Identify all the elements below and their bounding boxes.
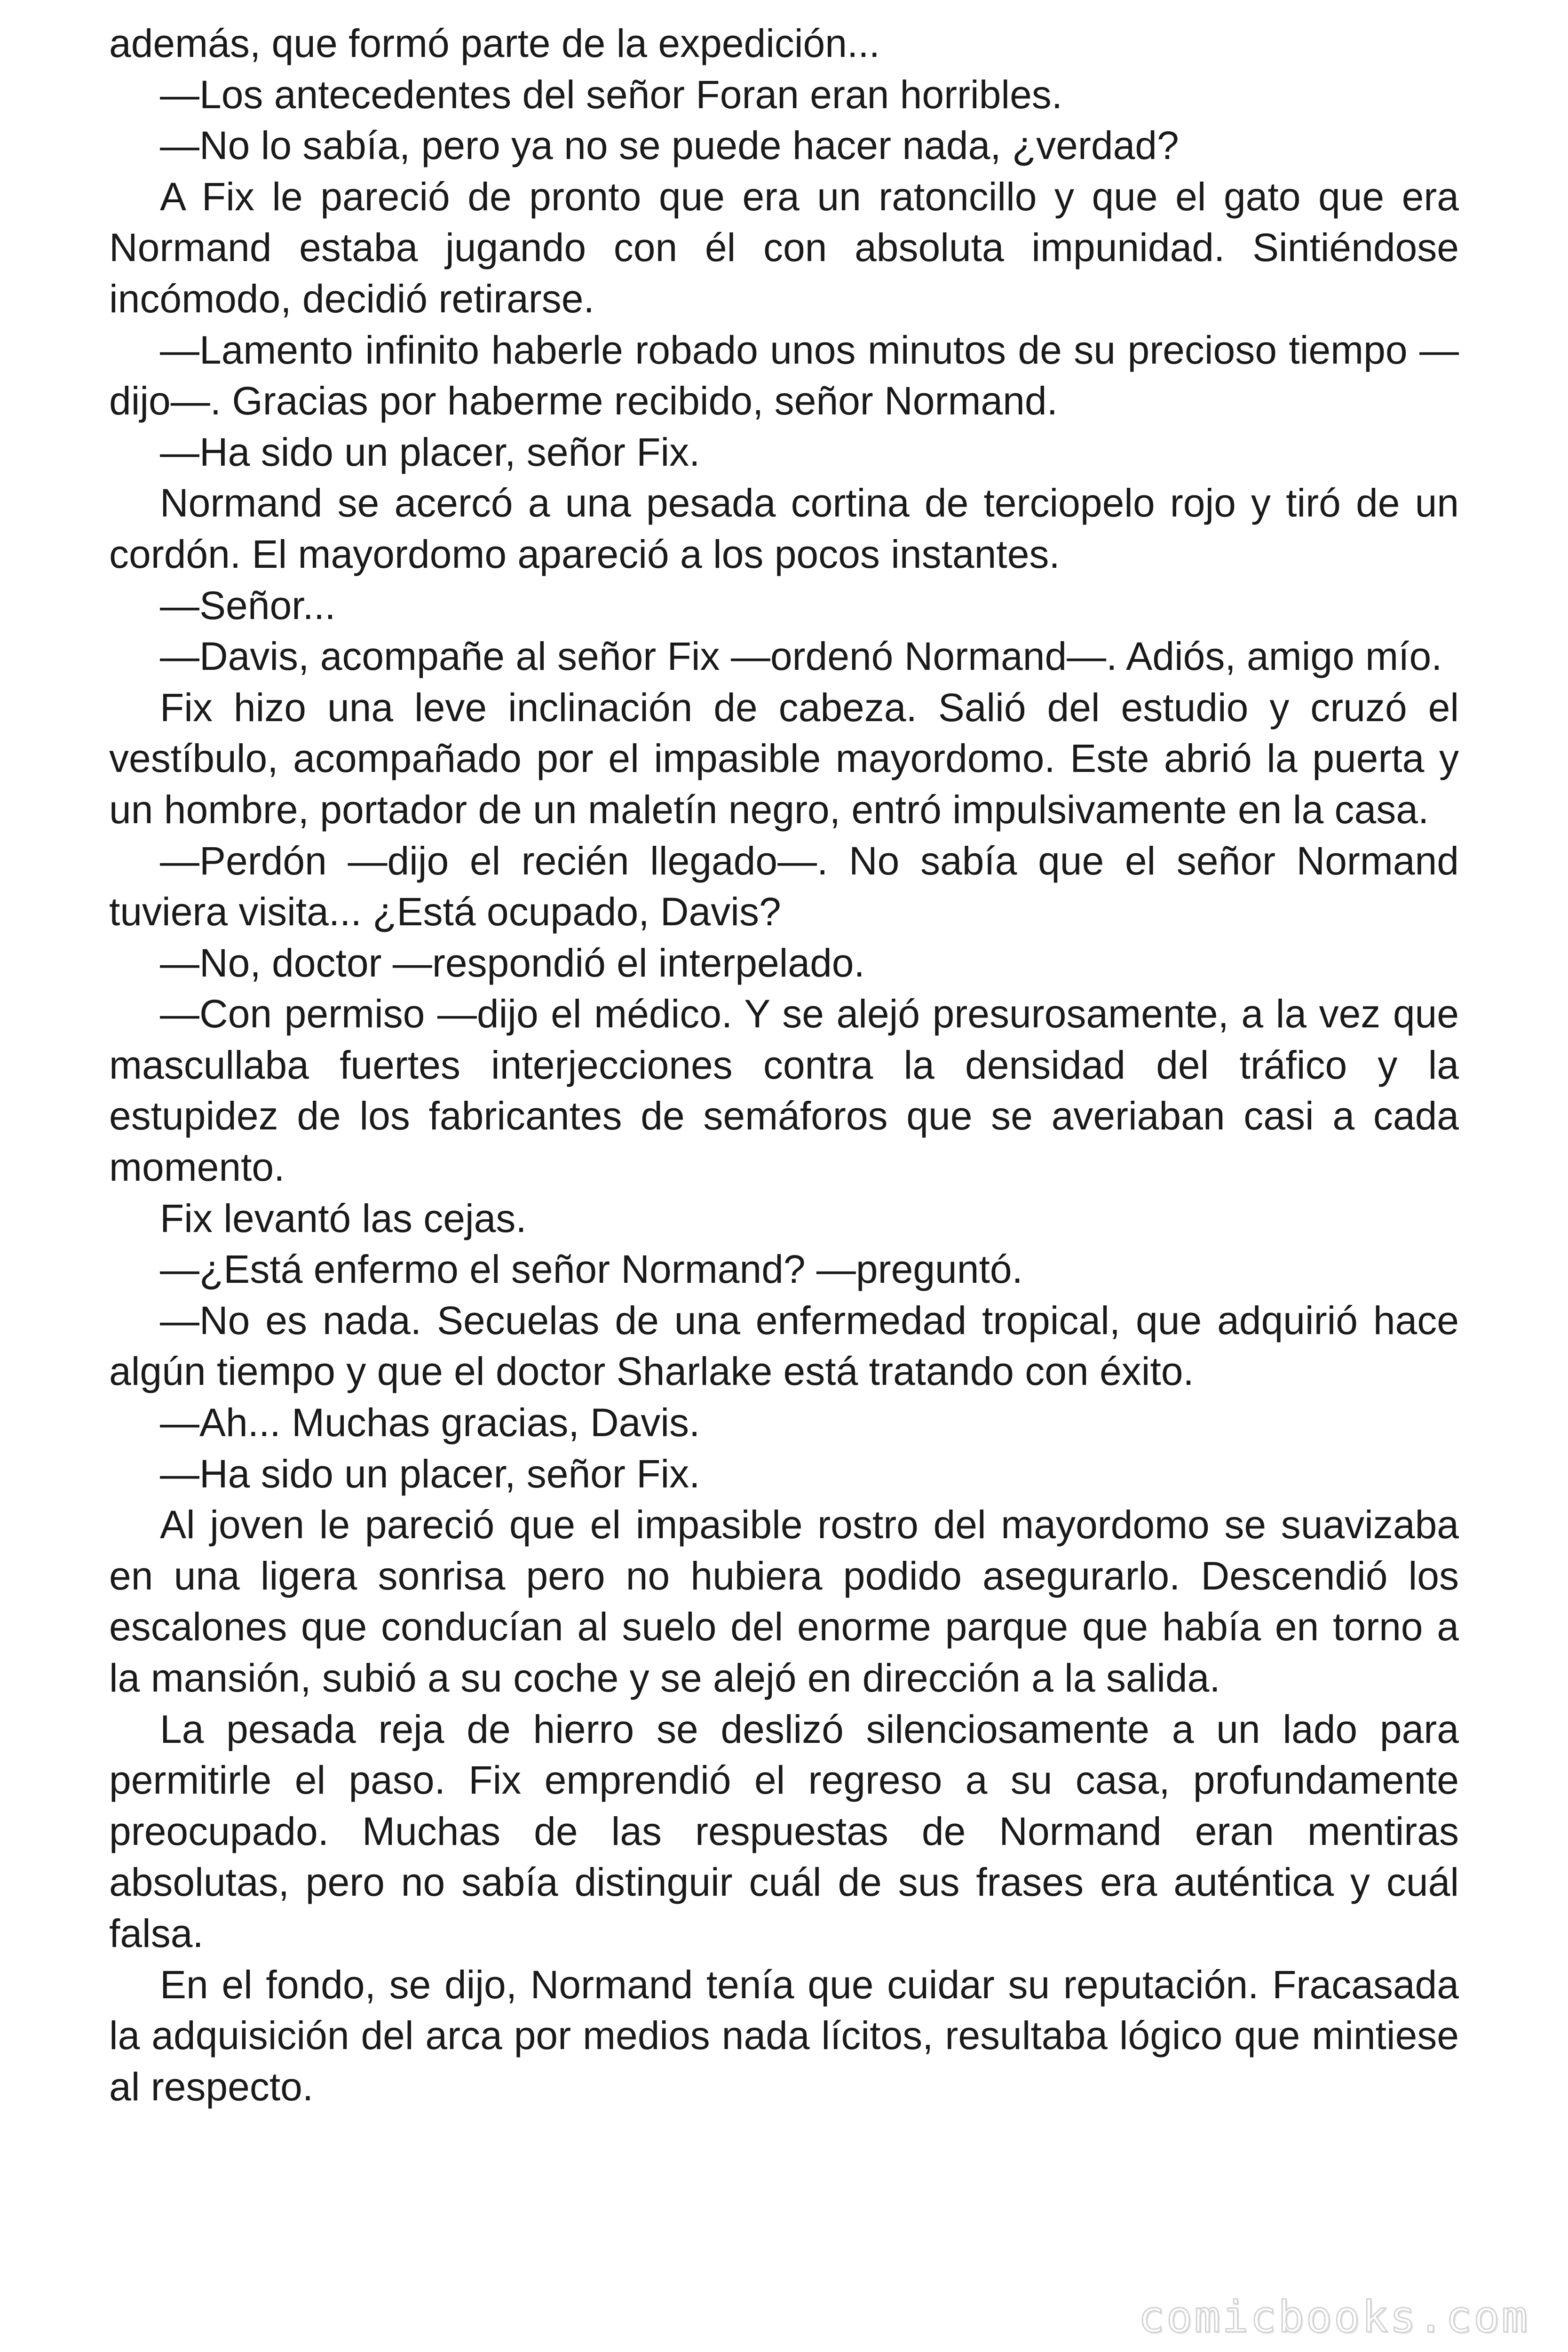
paragraph: —Los antecedentes del señor Foran eran horribles. xyxy=(160,72,1063,117)
paragraph: —No lo sabía, pero ya no se puede hacer nada, ¿verdad? xyxy=(160,123,1179,168)
watermark: comicbooks.com xyxy=(1138,2292,1529,2342)
paragraph: —Ah... Muchas gracias, Davis. xyxy=(160,1400,700,1445)
paragraph: —Perdón —dijo el recién llegado—. No sabía que el señor Normand tuviera visita... ¿Está ocupado, Davis? xyxy=(109,838,1459,934)
paragraph: —Con permiso —dijo el médico. Y se alejó presurosamente, a la vez que mascullaba fuertes interjecciones contra la densidad del tráfico y la estupidez de los fabricantes de semáforos que se averiaban casi a cada momento. xyxy=(109,992,1459,1190)
paragraph: —Ha sido un placer, señor Fix. xyxy=(160,1451,700,1496)
paragraph: Normand se acercó a una pesada cortina de terciopelo rojo y tiró de un cordón. El mayordomo apareció a los pocos instantes. xyxy=(109,481,1459,576)
paragraph: —Davis, acompañe al señor Fix —ordenó Normand—. Adiós, amigo mío. xyxy=(160,634,1442,679)
paragraph: Fix hizo una leve inclinación de cabeza. Salió del estudio y cruzó el vestíbulo, acompañado por el impasible mayordomo. Este abrió la puerta y un hombre, portador de un maletín negro, entró impulsivamente en la casa. xyxy=(109,685,1459,832)
paragraph: En el fondo, se dijo, Normand tenía que cuidar su reputación. Fracasada la adquisición del arca por medios nada lícitos, resultaba lógico que mintiese al respecto. xyxy=(109,1962,1459,2109)
page-body xyxy=(109,18,1459,2112)
paragraph: —Lamento infinito haberle robado unos minutos de su precioso tiempo —dijo—. Gracias por haberme recibido, señor Normand. xyxy=(109,327,1459,423)
paragraph: —¿Está enfermo el señor Normand? —preguntó. xyxy=(160,1247,1023,1292)
paragraph-continuation: además, que formó parte de la expedición... xyxy=(109,21,880,65)
paragraph: A Fix le pareció de pronto que era un ratoncillo y que el gato que era Normand estaba jugando con él con absoluta impunidad. Sintiéndose incómodo, decidió retirarse. xyxy=(109,174,1459,321)
paragraph: Fix levantó las cejas. xyxy=(160,1196,527,1240)
paragraph: —No es nada. Secuelas de una enfermedad tropical, que adquirió hace algún tiempo y que el doctor Sharlake está tratando con éxito. xyxy=(109,1298,1459,1394)
paragraph: Al joven le pareció que el impasible rostro del mayordomo se suavizaba en una ligera sonrisa pero no hubiera podido asegurarlo. Descendió los escalones que conducían al suelo del enorme parque que había en torno a la mansión, subió a su coche y se alejó en dirección a la salida. xyxy=(109,1502,1459,1700)
paragraph: —Ha sido un placer, señor Fix. xyxy=(160,429,700,474)
paragraph: —Señor... xyxy=(160,583,336,628)
paragraph: —No, doctor —respondió el interpelado. xyxy=(160,940,865,985)
paragraph: La pesada reja de hierro se deslizó silenciosamente a un lado para permitirle el paso. Fix emprendió el regreso a su casa, profundamente preocupado. Muchas de las respuestas de Normand eran mentiras absolutas, pero no sabía distinguir cuál de sus frases era auténtica y cuál falsa. xyxy=(109,1707,1459,1955)
